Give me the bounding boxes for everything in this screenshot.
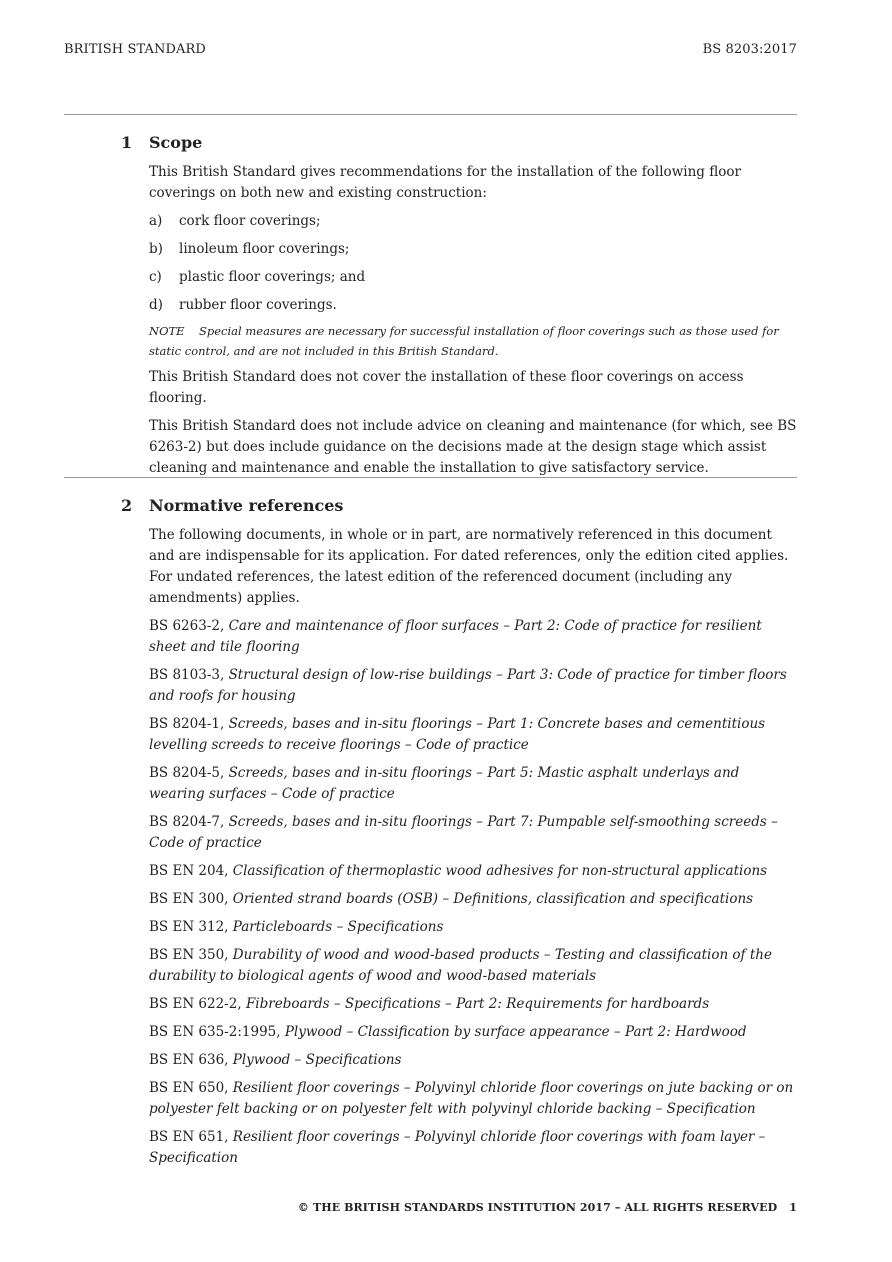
reference-title: Resilient floor coverings – Polyvinyl chloride floor coverings with foam layer – Specification (149, 1129, 766, 1166)
running-header (64, 42, 797, 57)
reference-title: Plywood – Classification by surface appearance – Part 2: Hardwood (284, 1024, 747, 1040)
reference-code: BS EN 312, (149, 919, 229, 935)
reference-title: Screeds, bases and in-situ floorings – Part 1: Concrete bases and cementitious levelling screeds to receive floorings – Code of practice (149, 716, 766, 753)
reference-item (149, 714, 797, 756)
note-label: NOTE (149, 324, 185, 338)
reference-title: Classification of thermoplastic wood adhesives for non-structural applications (232, 863, 768, 879)
reference-title: Care and maintenance of floor surfaces – Part 2: Code of practice for resilient sheet and tile flooring (149, 618, 762, 655)
reference-item (149, 1022, 797, 1043)
section-body (149, 162, 797, 479)
list-item-letter: a) (149, 213, 163, 229)
reference-item (149, 1127, 797, 1169)
list-item-text: cork floor coverings; (179, 213, 321, 229)
list-item (149, 295, 797, 316)
scope-intro-paragraph: This British Standard gives recommendations for the installation of the following floor coverings on both new and existing construction: (149, 164, 741, 201)
reference-code: BS 6263-2, (149, 618, 225, 634)
section-title: Normative references (149, 496, 344, 515)
reference-code: BS 8204-1, (149, 716, 225, 732)
reference-code: BS EN 350, (149, 947, 229, 963)
page-number: 1 (789, 1201, 797, 1214)
reference-code: BS EN 622-2, (149, 996, 242, 1012)
reference-code: BS EN 300, (149, 891, 229, 907)
reference-title: Structural design of low-rise buildings – Part 3: Code of practice for timber floors and roofs for housing (149, 667, 787, 704)
reference-item (149, 889, 797, 910)
scope-note (149, 322, 797, 361)
list-item-text: linoleum floor coverings; (179, 241, 350, 257)
reference-title: Screeds, bases and in-situ floorings – Part 7: Pumpable self-smoothing screeds – Code of practice (149, 814, 778, 851)
reference-item (149, 616, 797, 658)
reference-title: Particleboards – Specifications (232, 919, 444, 935)
section-number: 1 (121, 133, 133, 152)
reference-code: BS EN 650, (149, 1080, 229, 1096)
reference-code: BS EN 636, (149, 1052, 229, 1068)
header-left-title: BRITISH STANDARD (64, 42, 206, 57)
section-scope (64, 133, 797, 479)
reference-item (149, 917, 797, 938)
header-divider (64, 114, 797, 115)
reference-code: BS 8204-7, (149, 814, 225, 830)
reference-code: BS 8103-3, (149, 667, 225, 683)
reference-item (149, 665, 797, 707)
section-normative-references (64, 496, 797, 1169)
list-item (149, 239, 797, 260)
floor-covering-list (149, 211, 797, 316)
section-title: Scope (149, 133, 203, 152)
reference-item (149, 763, 797, 805)
reference-title: Plywood – Specifications (232, 1052, 402, 1068)
footer-copyright: © THE BRITISH STANDARDS INSTITUTION 2017 – ALL RIGHTS RESERVED (297, 1201, 778, 1214)
reference-item (149, 812, 797, 854)
reference-title: Fibreboards – Specifications – Part 2: Requirements for hardboards (245, 996, 710, 1012)
page-footer (298, 1201, 797, 1214)
reference-code: BS EN 651, (149, 1129, 229, 1145)
reference-list (149, 616, 797, 1169)
list-item (149, 267, 797, 288)
header-standard-number: BS 8203:2017 (702, 42, 797, 57)
reference-code: BS 8204-5, (149, 765, 225, 781)
reference-title: Screeds, bases and in-situ floorings – Part 5: Mastic asphalt underlays and wearing surfaces – Code of practice (149, 765, 740, 802)
reference-title: Durability of wood and wood-based products – Testing and classification of the durability to biological agents of wood and wood-based materials (149, 947, 772, 984)
note-text: Special measures are necessary for successful installation of floor coverings such as those used for static control, and are not included in this British Standard. (149, 324, 779, 358)
reference-item (149, 861, 797, 882)
list-item-text: rubber floor coverings. (179, 297, 337, 313)
reference-title: Resilient floor coverings – Polyvinyl chloride floor coverings on jute backing or on polyester felt backing or on polyester felt with polyvinyl chloride backing – Specification (149, 1080, 794, 1117)
section-heading (64, 133, 797, 155)
list-item-text: plastic floor coverings; and (179, 269, 366, 285)
reference-item (149, 994, 797, 1015)
list-item (149, 211, 797, 232)
reference-code: BS EN 635-2:1995, (149, 1024, 281, 1040)
reference-item (149, 945, 797, 987)
list-item-letter: d) (149, 297, 163, 313)
references-intro-paragraph: The following documents, in whole or in part, are normatively referenced in this document and are indispensable for its application. For dated references, only the edition cited applies. For undated references, the latest edition of the referenced document (including any amendments) applies. (149, 527, 789, 606)
list-item-letter: b) (149, 241, 163, 257)
reference-code: BS EN 204, (149, 863, 229, 879)
section-body (149, 525, 797, 1169)
reference-item (149, 1078, 797, 1120)
scope-paragraph: This British Standard does not cover the installation of these floor coverings on access flooring. (149, 369, 744, 406)
reference-title: Oriented strand boards (OSB) – Definitions, classification and specifications (232, 891, 754, 907)
section-heading (64, 496, 797, 518)
section-divider (64, 477, 797, 478)
section-number: 2 (121, 496, 133, 515)
reference-item (149, 1050, 797, 1071)
list-item-letter: c) (149, 269, 162, 285)
scope-paragraph: This British Standard does not include advice on cleaning and maintenance (for which, see BS 6263-2) but does include guidance on the decisions made at the design stage which assist cleaning and maintenance and enable the installation to give satisfactory service. (149, 418, 797, 476)
